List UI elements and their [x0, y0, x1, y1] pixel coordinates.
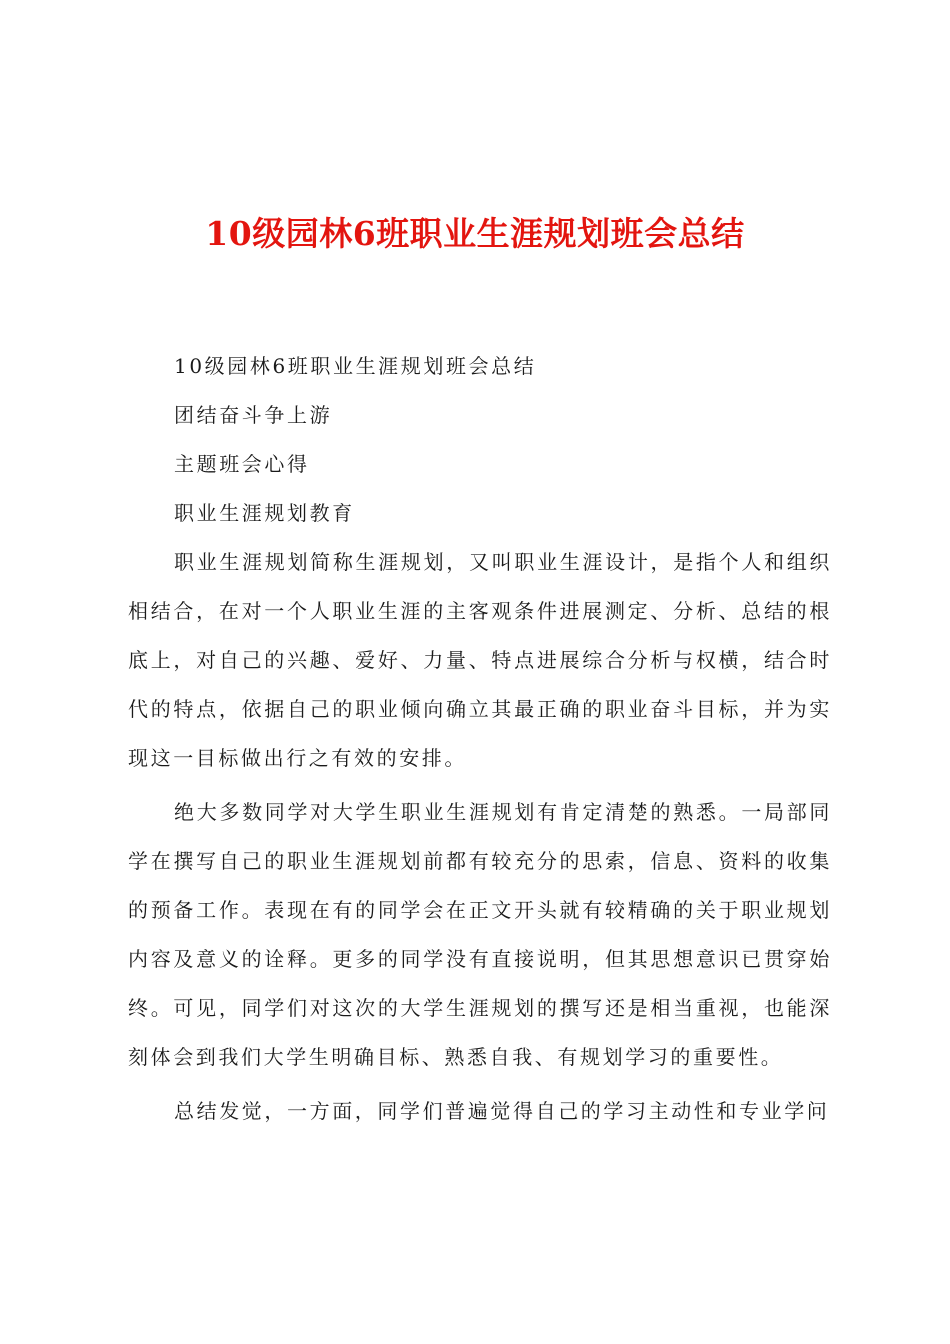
paragraph-understanding: 绝大多数同学对大学生职业生涯规划有肯定清楚的熟悉。一局部同学在撰写自己的职业生涯规划前都有较充分的思索，信息、资料的收集的预备工作。表现在有的同学会在正文开头就有较精确的关于职业规划内容及意义的诠释。更多的同学没有直接说明，但其思想意识已贯穿始终。可见，同学们对这次的大学生涯规划的撰写还是相当重视，也能深刻体会到我们大学生明确目标、熟悉自我、有规划学习的重要性。 [128, 800, 832, 1069]
heading-line-slogan: 团结奋斗争上游 [174, 403, 333, 427]
document-body [128, 342, 832, 1141]
heading-line-theme: 主题班会心得 [174, 452, 310, 476]
heading-line-class-title: 10级园林6班职业生涯规划班会总结 [174, 354, 537, 378]
heading-line-topic: 职业生涯规划教育 [174, 501, 355, 525]
paragraph-definition: 职业生涯规划简称生涯规划，又叫职业生涯设计，是指个人和组织相结合，在对一个人职业生涯的主客观条件进展测定、分析、总结的根底上，对自己的兴趣、爱好、力量、特点进展综合分析与权横，结合时代的特点，依据自己的职业倾向确立其最正确的职业奋斗目标，并为实现这一目标做出行之有效的安排。 [128, 550, 832, 770]
paragraph-summary: 总结发觉，一方面，同学们普遍觉得自己的学习主动性和专业学问 [174, 1099, 830, 1123]
document-title: 10级园林6班职业生涯规划班会总结 [205, 214, 745, 253]
